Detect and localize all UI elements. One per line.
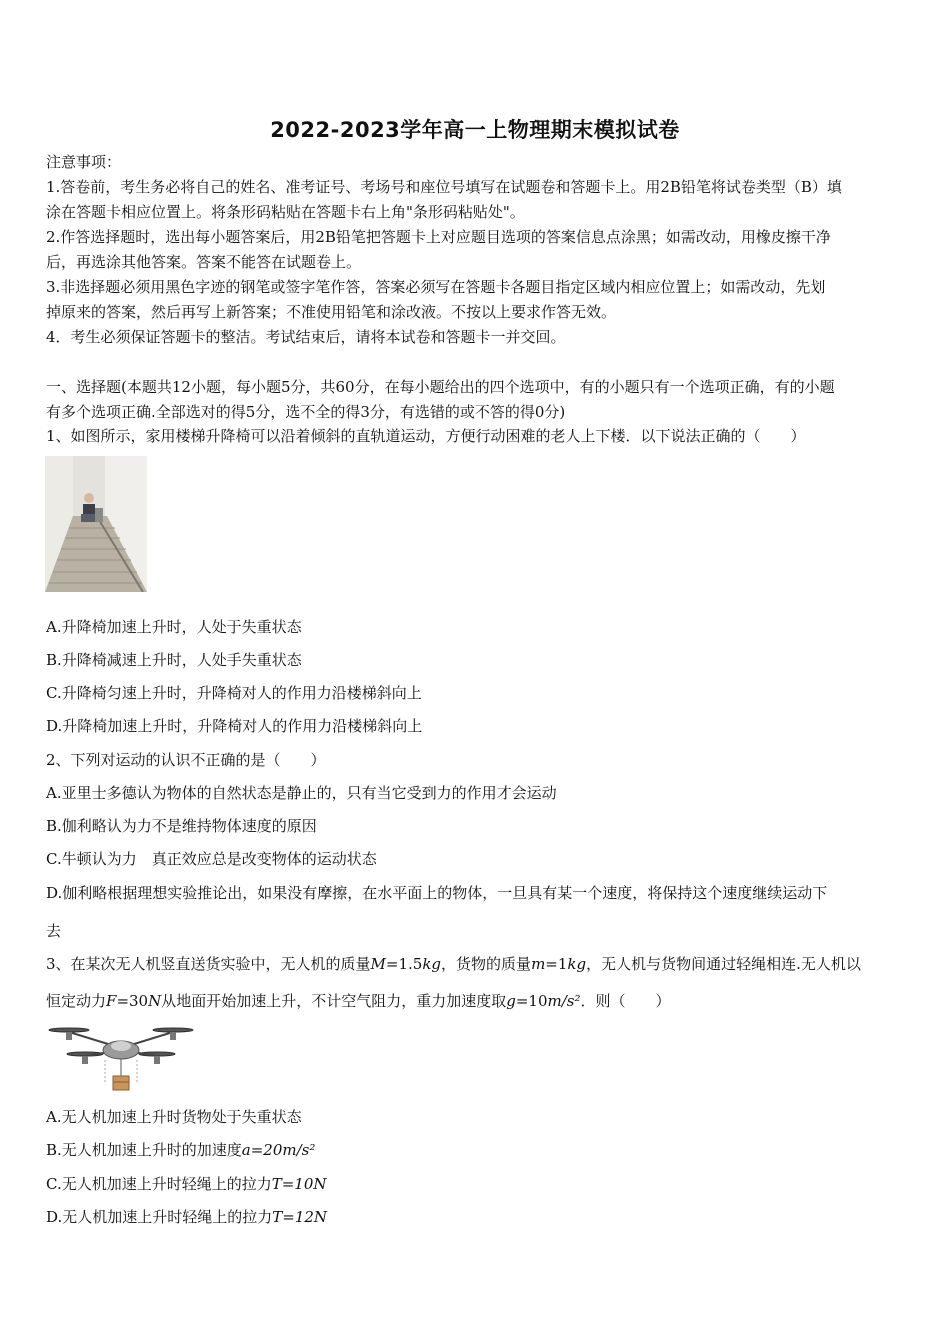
question-2-option-a: A.亚里士多德认为物体的自然状态是静止的，只有当它受到力的作用才会运动 [46, 784, 557, 802]
question-2-option-c: C.牛顿认为力 真正效应总是改变物体的运动状态 [46, 850, 377, 868]
notice-line: 1.答卷前，考生务必将自己的姓名、准考证号、考场号和座位号填写在试题卷和答题卡上。用2B铅笔将试卷类型（B）填 [46, 178, 842, 196]
question-3-stem-line-1: 3、在某次无人机竖直送货实验中，无人机的质量M=1.5kg，货物的质量m=1kg，无人机与货物间通过轻绳相连.无人机以 [46, 955, 861, 973]
question-3-stem-line-2: 恒定动力F=30N从地面开始加速上升，不计空气阻力，重力加速度取g=10m/s²．则（ ） [46, 992, 671, 1010]
drone-illustration [45, 1024, 197, 1096]
question-1-option-a: A.升降椅加速上升时，人处于失重状态 [46, 618, 302, 636]
notice-line: 掉原来的答案，然后再写上新答案；不准使用铅笔和涂改液。不按以上要求作答无效。 [46, 303, 617, 321]
question-2-option-d-cont: 去 [46, 922, 62, 940]
page-title: 2022-2023学年高一上物理期末模拟试卷 [270, 118, 680, 142]
question-2-option-b: B.伽利略认为力不是维持物体速度的原因 [46, 817, 317, 835]
notice-line: 后，再选涂其他答案。答案不能答在试题卷上。 [46, 253, 362, 271]
question-1-stem: 1、如图所示，家用楼梯升降椅可以沿着倾斜的直轨道运动，方便行动困难的老人上下楼．以下说法正确的（ ） [46, 427, 806, 445]
question-3-option-a: A.无人机加速上升时货物处于失重状态 [46, 1108, 302, 1126]
question-3-option-c: C.无人机加速上升时轻绳上的拉力T=10N [46, 1175, 327, 1193]
question-1-option-c: C.升降椅匀速上升时，升降椅对人的作用力沿楼梯斜向上 [46, 684, 422, 702]
question-3-option-b: B.无人机加速上升时的加速度a=20m/s² [46, 1141, 316, 1159]
section-heading: 有多个选项正确.全部选对的得5分，选不全的得3分，有选错的或不答的得0分) [46, 403, 566, 421]
notice-heading: 注意事项： [46, 153, 122, 171]
stair-lift-photo [45, 456, 147, 592]
section-heading: 一、选择题(本题共12小题，每小题5分，共60分，在每小题给出的四个选项中，有的小题只有一个选项正确，有的小题 [46, 378, 835, 396]
question-3-option-d: D.无人机加速上升时轻绳上的拉力T=12N [46, 1208, 328, 1226]
question-2-stem: 2、下列对运动的认识不正确的是（ ） [46, 751, 326, 769]
notice-line: 2.作答选择题时，选出每小题答案后，用2B铅笔把答题卡上对应题目选项的答案信息点涂黑；如需改动，用橡皮擦干净 [46, 228, 831, 246]
notice-line: 3.非选择题必须用黑色字迹的钢笔或签字笔作答，答案必须写在答题卡各题目指定区域内相应位置上；如需改动，先划 [46, 278, 826, 296]
question-1-option-d: D.升降椅加速上升时，升降椅对人的作用力沿楼梯斜向上 [46, 717, 423, 735]
question-1-option-b: B.升降椅减速上升时，人处手失重状态 [46, 651, 302, 669]
notice-line: 涂在答题卡相应位置上。将条形码粘贴在答题卡右上角"条形码粘贴处"。 [46, 203, 525, 221]
question-2-option-d: D.伽利略根据理想实验推论出，如果没有摩擦，在水平面上的物体，一旦具有某一个速度，将保持这个速度继续运动下 [46, 884, 828, 902]
notice-line: 4．考生必须保证答题卡的整洁。考试结束后，请将本试卷和答题卡一并交回。 [46, 328, 566, 346]
